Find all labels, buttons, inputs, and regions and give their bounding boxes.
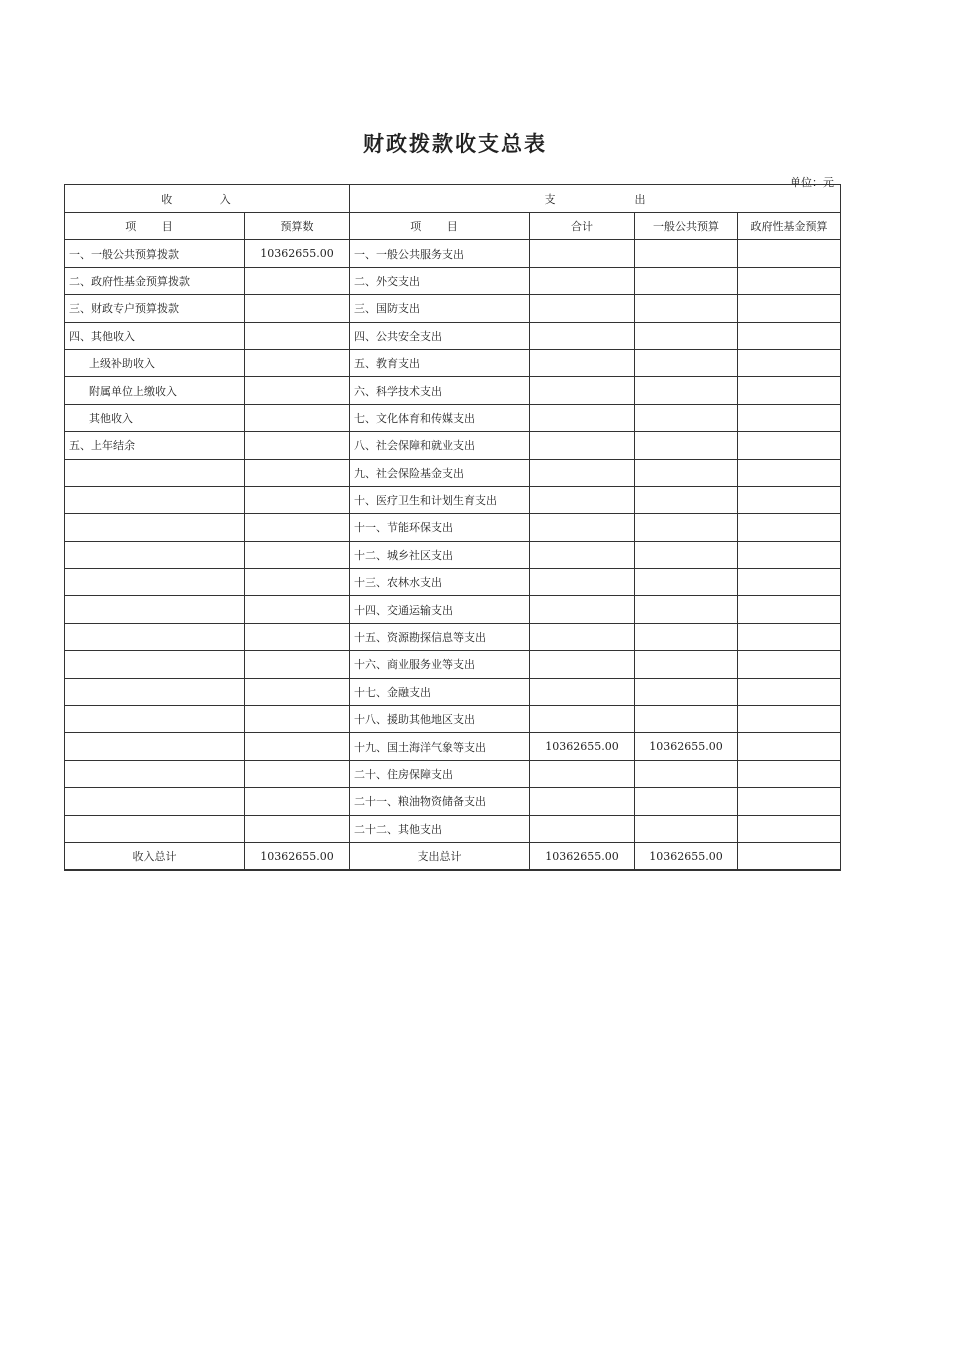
income-header bbox=[65, 185, 350, 213]
income-item-cell bbox=[65, 541, 245, 568]
expense-item-cell: 十七、金融支出 bbox=[350, 678, 530, 705]
general-budget-cell bbox=[635, 377, 738, 404]
expense-item-cell: 十四、交通运输支出 bbox=[350, 596, 530, 623]
expense-item-cell: 二、外交支出 bbox=[350, 267, 530, 294]
fund-budget-cell bbox=[738, 295, 841, 322]
general-budget-header: 一般公共预算 bbox=[635, 213, 738, 240]
table-row bbox=[65, 678, 841, 705]
general-budget-cell bbox=[635, 651, 738, 678]
budget-value-cell bbox=[245, 404, 350, 431]
budget-header: 预算数 bbox=[245, 213, 350, 240]
income-item-cell: 二、政府性基金预算拨款 bbox=[65, 267, 245, 294]
fund-budget-cell bbox=[738, 486, 841, 513]
general-budget-cell bbox=[635, 486, 738, 513]
general-budget-cell bbox=[635, 678, 738, 705]
budget-value-cell bbox=[245, 788, 350, 815]
budget-value-cell bbox=[245, 623, 350, 650]
expense-total-cell bbox=[530, 596, 635, 623]
income-item-cell: 其他收入 bbox=[65, 404, 245, 431]
expense-total-cell bbox=[530, 404, 635, 431]
expense-total-cell bbox=[530, 267, 635, 294]
general-budget-cell bbox=[635, 459, 738, 486]
income-item-cell bbox=[65, 815, 245, 842]
expense-item-cell: 十五、资源勘探信息等支出 bbox=[350, 623, 530, 650]
general-budget-cell bbox=[635, 240, 738, 267]
table-row bbox=[65, 295, 841, 322]
header-row-2 bbox=[65, 213, 841, 240]
general-budget-cell bbox=[635, 760, 738, 787]
income-total-label: 收入总计 bbox=[65, 842, 245, 870]
income-item-cell: 五、上年结余 bbox=[65, 432, 245, 459]
budget-value-cell bbox=[245, 678, 350, 705]
expense-total-cell bbox=[530, 459, 635, 486]
budget-value-cell bbox=[245, 267, 350, 294]
table-row bbox=[65, 514, 841, 541]
expense-total-cell bbox=[530, 788, 635, 815]
expense-item-cell: 二十、住房保障支出 bbox=[350, 760, 530, 787]
income-item-cell bbox=[65, 706, 245, 733]
budget-value-cell bbox=[245, 377, 350, 404]
expense-total-cell bbox=[530, 541, 635, 568]
income-item-cell: 附属单位上缴收入 bbox=[65, 377, 245, 404]
table-row bbox=[65, 432, 841, 459]
expenditure-header-right: 出 bbox=[634, 192, 646, 206]
income-item-header-label: 项 目 bbox=[125, 220, 184, 234]
general-budget-cell bbox=[635, 267, 738, 294]
income-item-cell bbox=[65, 678, 245, 705]
fund-budget-cell bbox=[738, 404, 841, 431]
income-item-cell bbox=[65, 459, 245, 486]
expense-total-cell bbox=[530, 623, 635, 650]
expense-total-cell bbox=[530, 514, 635, 541]
income-item-cell bbox=[65, 596, 245, 623]
table-row bbox=[65, 240, 841, 267]
table-row bbox=[65, 459, 841, 486]
budget-value-cell bbox=[245, 569, 350, 596]
totals-row bbox=[65, 842, 841, 870]
budget-summary-table bbox=[64, 184, 841, 871]
expense-total-cell bbox=[530, 651, 635, 678]
fund-budget-cell bbox=[738, 706, 841, 733]
header-row-1 bbox=[65, 185, 841, 213]
table-row bbox=[65, 377, 841, 404]
budget-value-cell bbox=[245, 432, 350, 459]
expense-total-cell bbox=[530, 432, 635, 459]
expense-item-cell: 四、公共安全支出 bbox=[350, 322, 530, 349]
income-total-value: 10362655.00 bbox=[245, 842, 350, 870]
fund-budget-cell bbox=[738, 733, 841, 760]
table-row bbox=[65, 349, 841, 376]
fund-budget-cell bbox=[738, 788, 841, 815]
budget-value-cell bbox=[245, 541, 350, 568]
general-budget-cell bbox=[635, 541, 738, 568]
general-budget-cell bbox=[635, 349, 738, 376]
general-budget-cell: 10362655.00 bbox=[635, 733, 738, 760]
budget-value-cell bbox=[245, 706, 350, 733]
income-item-cell bbox=[65, 651, 245, 678]
expenditure-header bbox=[350, 185, 841, 213]
income-item-cell: 一、一般公共预算拨款 bbox=[65, 240, 245, 267]
table-row bbox=[65, 486, 841, 513]
table-row bbox=[65, 706, 841, 733]
general-budget-cell bbox=[635, 322, 738, 349]
budget-value-cell bbox=[245, 733, 350, 760]
fund-budget-cell bbox=[738, 596, 841, 623]
fund-budget-cell bbox=[738, 322, 841, 349]
table-row bbox=[65, 623, 841, 650]
fund-budget-cell bbox=[738, 514, 841, 541]
table-row bbox=[65, 733, 841, 760]
income-item-cell bbox=[65, 569, 245, 596]
budget-value-cell bbox=[245, 596, 350, 623]
expense-item-cell: 二十二、其他支出 bbox=[350, 815, 530, 842]
fund-budget-cell bbox=[738, 432, 841, 459]
fund-budget-cell bbox=[738, 267, 841, 294]
expense-total-cell bbox=[530, 377, 635, 404]
income-item-cell: 上级补助收入 bbox=[65, 349, 245, 376]
fund-budget-cell bbox=[738, 569, 841, 596]
income-item-cell bbox=[65, 788, 245, 815]
expense-total-cell bbox=[530, 295, 635, 322]
expense-total-cell bbox=[530, 569, 635, 596]
table-row bbox=[65, 267, 841, 294]
income-item-cell bbox=[65, 514, 245, 541]
general-budget-cell bbox=[635, 788, 738, 815]
budget-value-cell bbox=[245, 322, 350, 349]
expenditure-header-left: 支 bbox=[544, 192, 556, 206]
expense-item-cell: 八、社会保障和就业支出 bbox=[350, 432, 530, 459]
budget-value-cell bbox=[245, 815, 350, 842]
expense-total-cell bbox=[530, 760, 635, 787]
budget-value-cell bbox=[245, 295, 350, 322]
general-budget-cell bbox=[635, 432, 738, 459]
expense-total-cell bbox=[530, 706, 635, 733]
fund-budget-cell bbox=[738, 623, 841, 650]
table-row bbox=[65, 788, 841, 815]
budget-value-cell bbox=[245, 459, 350, 486]
expense-item-cell: 九、社会保险基金支出 bbox=[350, 459, 530, 486]
table-row bbox=[65, 651, 841, 678]
income-item-cell: 四、其他收入 bbox=[65, 322, 245, 349]
table-row bbox=[65, 404, 841, 431]
page-title: 财政拨款收支总表 bbox=[363, 131, 547, 156]
general-budget-cell bbox=[635, 404, 738, 431]
expense-item-cell: 一、一般公共服务支出 bbox=[350, 240, 530, 267]
expense-fund-total-value bbox=[738, 842, 841, 870]
income-item-cell bbox=[65, 623, 245, 650]
expense-total-label: 支出总计 bbox=[350, 842, 530, 870]
expense-item-cell: 二十一、粮油物资储备支出 bbox=[350, 788, 530, 815]
fund-budget-cell bbox=[738, 349, 841, 376]
table-row bbox=[65, 760, 841, 787]
income-item-cell bbox=[65, 486, 245, 513]
budget-value-cell bbox=[245, 651, 350, 678]
expense-item-cell: 十一、节能环保支出 bbox=[350, 514, 530, 541]
budget-value-cell bbox=[245, 760, 350, 787]
expense-total-cell bbox=[530, 815, 635, 842]
total-header: 合计 bbox=[530, 213, 635, 240]
expense-total-value: 10362655.00 bbox=[530, 842, 635, 870]
budget-value-cell bbox=[245, 486, 350, 513]
expense-item-cell: 十六、商业服务业等支出 bbox=[350, 651, 530, 678]
table-row bbox=[65, 322, 841, 349]
fund-budget-header: 政府性基金预算 bbox=[738, 213, 841, 240]
fund-budget-cell bbox=[738, 377, 841, 404]
budget-value-cell bbox=[245, 514, 350, 541]
expense-item-cell: 七、文化体育和传媒支出 bbox=[350, 404, 530, 431]
general-budget-cell bbox=[635, 706, 738, 733]
expense-total-cell: 10362655.00 bbox=[530, 733, 635, 760]
expense-item-cell: 五、教育支出 bbox=[350, 349, 530, 376]
expense-item-cell: 十、医疗卫生和计划生育支出 bbox=[350, 486, 530, 513]
general-budget-cell bbox=[635, 569, 738, 596]
expense-item-cell: 十三、农林水支出 bbox=[350, 569, 530, 596]
table-row bbox=[65, 541, 841, 568]
budget-value-cell bbox=[245, 349, 350, 376]
expense-item-cell: 十九、国土海洋气象等支出 bbox=[350, 733, 530, 760]
fund-budget-cell bbox=[738, 815, 841, 842]
expense-item-cell: 六、科学技术支出 bbox=[350, 377, 530, 404]
budget-value-cell: 10362655.00 bbox=[245, 240, 350, 267]
expense-total-cell bbox=[530, 678, 635, 705]
expense-total-cell bbox=[530, 322, 635, 349]
expense-item-header-label: 项 目 bbox=[410, 220, 469, 234]
expense-item-cell: 十八、援助其他地区支出 bbox=[350, 706, 530, 733]
expense-total-cell bbox=[530, 349, 635, 376]
table-row bbox=[65, 815, 841, 842]
general-budget-cell bbox=[635, 295, 738, 322]
fund-budget-cell bbox=[738, 651, 841, 678]
expense-total-cell bbox=[530, 486, 635, 513]
income-item-cell: 三、财政专户预算拨款 bbox=[65, 295, 245, 322]
general-budget-cell bbox=[635, 514, 738, 541]
income-header-label: 收 入 bbox=[161, 192, 253, 206]
general-budget-cell bbox=[635, 815, 738, 842]
fund-budget-cell bbox=[738, 760, 841, 787]
expense-item-header bbox=[350, 213, 530, 240]
fund-budget-cell bbox=[738, 459, 841, 486]
table-row bbox=[65, 596, 841, 623]
income-item-cell bbox=[65, 760, 245, 787]
expense-item-cell: 十二、城乡社区支出 bbox=[350, 541, 530, 568]
expense-general-total-value: 10362655.00 bbox=[635, 842, 738, 870]
unit-label: 单位：元 bbox=[790, 176, 834, 189]
income-item-header bbox=[65, 213, 245, 240]
general-budget-cell bbox=[635, 623, 738, 650]
fund-budget-cell bbox=[738, 541, 841, 568]
fund-budget-cell bbox=[738, 678, 841, 705]
general-budget-cell bbox=[635, 596, 738, 623]
fund-budget-cell bbox=[738, 240, 841, 267]
expense-total-cell bbox=[530, 240, 635, 267]
income-item-cell bbox=[65, 733, 245, 760]
table-row bbox=[65, 569, 841, 596]
expense-item-cell: 三、国防支出 bbox=[350, 295, 530, 322]
